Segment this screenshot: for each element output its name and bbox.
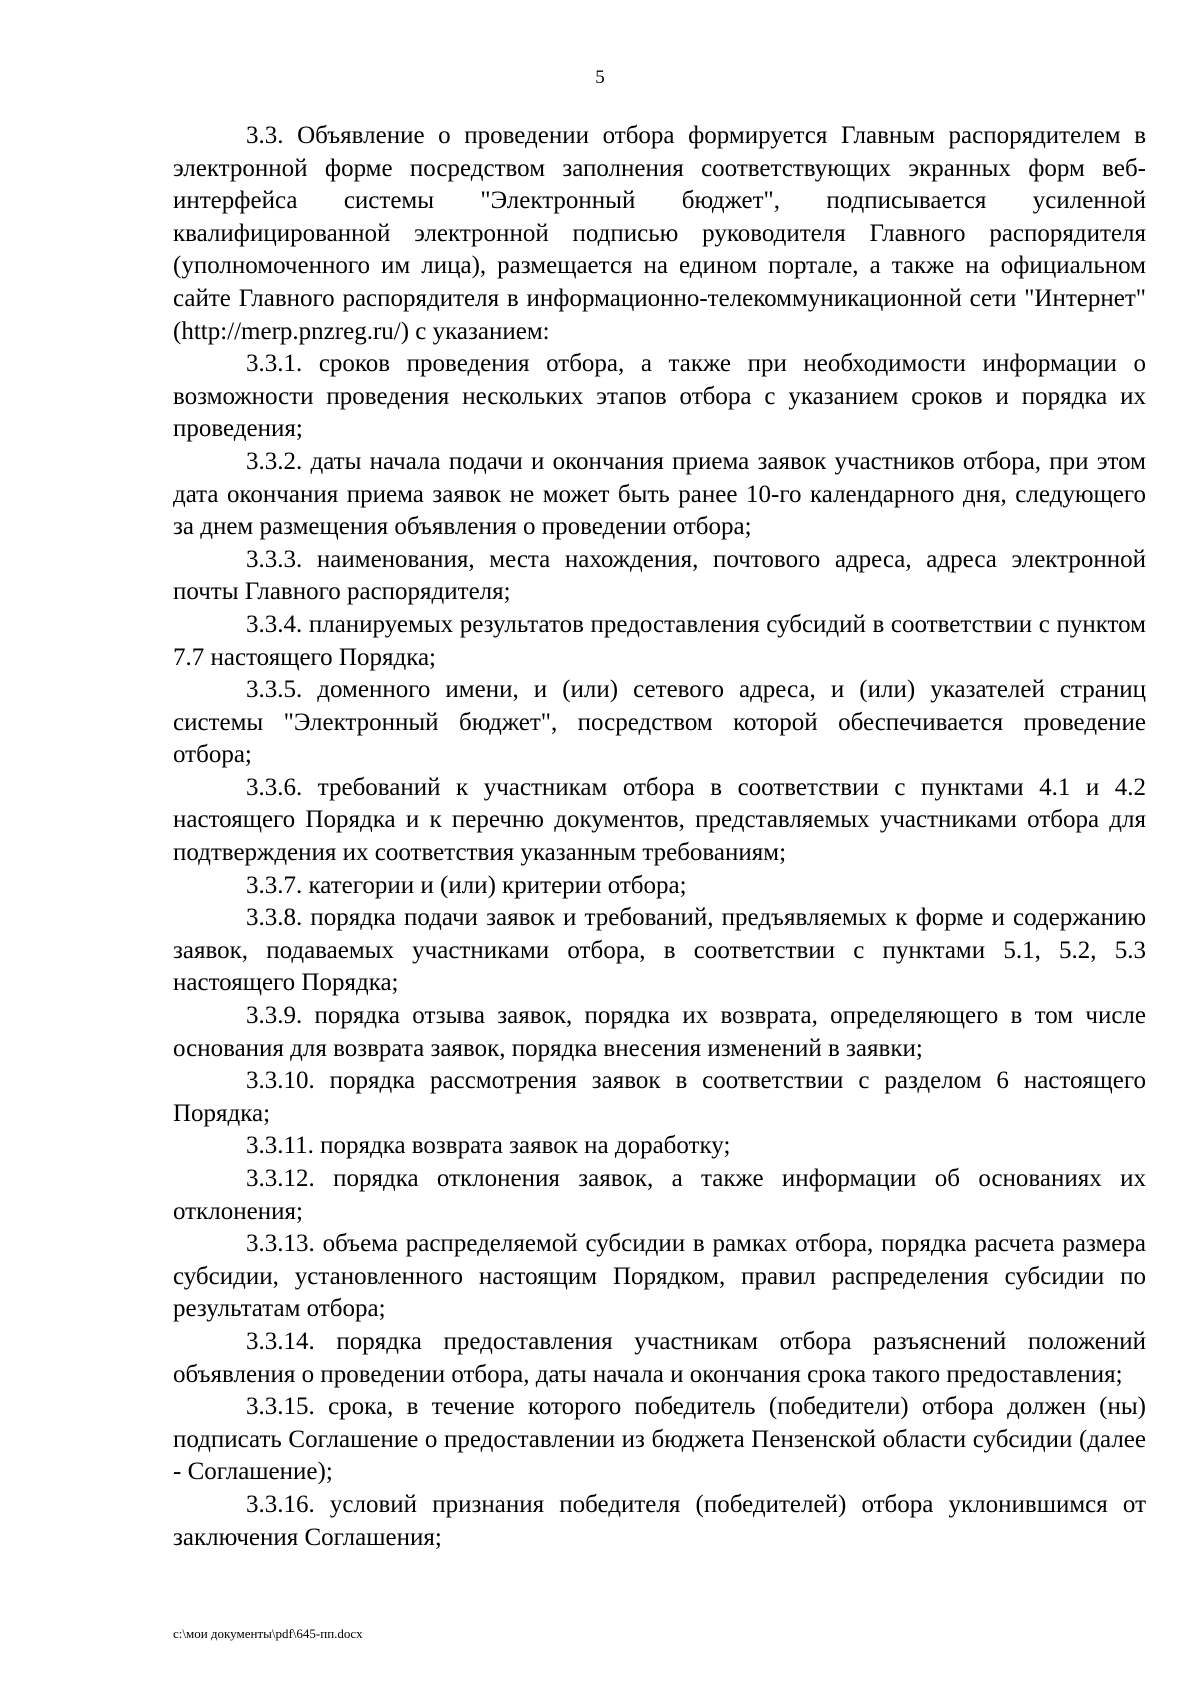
document-body bbox=[173, 120, 1146, 1554]
paragraph-3-3-16: 3.3.16. условий признания победителя (победителей) отбора уклонившимся от заключения Соглашения; bbox=[173, 1490, 1146, 1551]
paragraph-3-3-9: 3.3.9. порядка отзыва заявок, порядка их возврата, определяющего в том числе основания для возврата заявок, порядка внесения изменений в заявки; bbox=[173, 1002, 1146, 1062]
paragraph-3-3-2: 3.3.2. даты начала подачи и окончания приема заявок участников отбора, при этом дата окончания приема заявок не может быть ранее 10-го календарного дня, следующего за днем размещения объявления о проведении отбора; bbox=[173, 447, 1146, 541]
page-number: 5 bbox=[595, 67, 605, 88]
paragraph-3-3-1: 3.3.1. сроков проведения отбора, а также при необходимости информации о возможности проведения нескольких этапов отбора с указанием сроков и порядка их проведения; bbox=[173, 350, 1146, 443]
paragraph-3-3-6: 3.3.6. требований к участникам отбора в соответствии с пунктами 4.1 и 4.2 настоящего Порядка и к перечню документов, представляемых участниками отбора для подтверждения их соответствия указанным требованиям; bbox=[173, 773, 1146, 867]
footer-file-path: c:\мои документы\pdf\645-пп.docx bbox=[173, 1626, 363, 1641]
paragraph-3-3-4: 3.3.4. планируемых результатов предоставления субсидий в соответствии с пунктом 7.7 настоящего Порядка; bbox=[173, 610, 1146, 671]
paragraph-3-3-14: 3.3.14. порядка предоставления участникам отбора разъяснений положений объявления о проведении отбора, даты начала и окончания срока такого предоставления; bbox=[173, 1327, 1146, 1388]
paragraph-3-3-15: 3.3.15. срока, в течение которого победитель (победители) отбора должен (ны) подписать Соглашение о предоставлении из бюджета Пензенской области субсидии (далее - Соглашение); bbox=[173, 1393, 1146, 1486]
paragraph-3-3-10: 3.3.10. порядка рассмотрения заявок в соответствии с разделом 6 настоящего Порядка; bbox=[173, 1067, 1146, 1127]
paragraph-3-3-12: 3.3.12. порядка отклонения заявок, а также информации об основаниях их отклонения; bbox=[173, 1165, 1146, 1225]
paragraph-3-3-13: 3.3.13. объема распределяемой субсидии в рамках отбора, порядка расчета размера субсидии, установленного настоящим Порядком, правил распределения субсидии по результатам отбора; bbox=[173, 1230, 1146, 1323]
paragraph-3-3-11: 3.3.11. порядка возврата заявок на доработку; bbox=[246, 1132, 731, 1160]
paragraph-3-3-3: 3.3.3. наименования, места нахождения, почтового адреса, адреса электронной почты Главного распорядителя; bbox=[173, 545, 1146, 606]
paragraph-3-3-7: 3.3.7. категории и (или) критерии отбора; bbox=[246, 871, 687, 899]
paragraph-3-3-5: 3.3.5. доменного имени, и (или) сетевого адреса, и (или) указателей страниц системы "Электронный бюджет", посредством которой обеспечивается проведение отбора; bbox=[173, 676, 1146, 769]
paragraph-3-3: 3.3. Объявление о проведении отбора формируется Главным распорядителем в электронной форме посредством заполнения соответствующих экранных форм веб-интерфейса системы "Электронный бюджет", подписывается усиленной квалифицированной электронной подписью руководителя Главного распорядителя (уполномоченного им лица), размещается на едином портале, а также на официальном сайте Главного распорядителя в информационно-телекоммуникационной сети "Интернет" (http://merp.pnzreg.ru/) с указанием: bbox=[173, 122, 1146, 345]
paragraph-3-3-8: 3.3.8. порядка подачи заявок и требований, предъявляемых к форме и содержанию заявок, подаваемых участниками отбора, в соответствии с пунктами 5.1, 5.2, 5.3 настоящего Порядка; bbox=[173, 904, 1146, 997]
